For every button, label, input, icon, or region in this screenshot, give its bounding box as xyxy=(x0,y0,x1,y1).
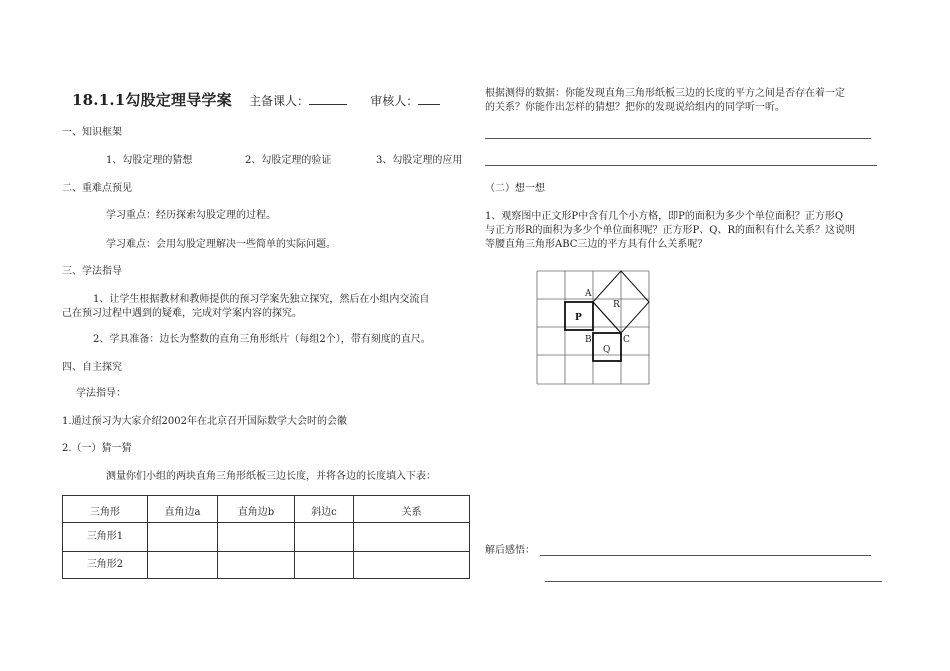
think-line1: 1、观察图中正文形P中含有几个小方格，即P的面积为多少个单位面积？正方形Q xyxy=(485,211,844,222)
section3-heading: 三、学法指导 xyxy=(62,266,122,277)
table-cell[interactable] xyxy=(148,523,218,552)
reflection-line-2[interactable] xyxy=(545,581,882,582)
key-point: 学习重点：经历探索勾股定理的过程。 xyxy=(106,210,276,221)
section3-point2: 2、学具准备：边长为整数的直角三角形纸片（每组2个），带有刻度的直尺。 xyxy=(93,334,431,345)
table-header-cell: 直角边a xyxy=(148,496,218,523)
reviewer-blank[interactable] xyxy=(418,92,440,105)
table-cell[interactable] xyxy=(295,552,354,579)
table-cell[interactable] xyxy=(295,523,354,552)
answer-line-2[interactable] xyxy=(485,165,877,166)
section1-item-1: 1、勾股定理的猜想 xyxy=(106,155,193,166)
table-row xyxy=(63,552,470,579)
pythagoras-grid-figure xyxy=(534,268,654,390)
section3-point1-line1: 1、让学生根据教材和教师提供的预习学案先独立探究，然后在小组内交流自 xyxy=(93,294,430,305)
table-header-cell: 直角边b xyxy=(218,496,295,523)
preparer-label: 主备课人： xyxy=(248,94,309,108)
table-header-row xyxy=(63,496,470,523)
question-line2: 的关系？你能作出怎样的猜想？把你的发现说给组内的同学听一听。 xyxy=(485,102,785,113)
question-line1: 根据测得的数据：你能发现直角三角形纸板三边的长度的平方之间是否存在着一定 xyxy=(485,88,845,99)
reviewer-label: 审核人： xyxy=(370,94,419,108)
reflection-label: 解后感悟： xyxy=(485,545,535,556)
label-r: R xyxy=(613,300,620,310)
answer-line-1[interactable] xyxy=(485,138,871,139)
table-cell: 三角形2 xyxy=(63,552,148,579)
section3-point1-line2: 己在预习过程中遇到的疑难，完成对学案内容的探究。 xyxy=(62,308,302,319)
label-p: P xyxy=(575,313,582,323)
table-cell: 三角形1 xyxy=(63,523,148,552)
section2-heading: 二、重难点预见 xyxy=(62,183,132,194)
table-header-cell: 关系 xyxy=(354,496,470,523)
table-row xyxy=(63,523,470,552)
section4-item1: 1.通过预习为大家介绍2002年在北京召开国际数学大会时的会徽 xyxy=(62,416,347,427)
difficult-point: 学习难点：会用勾股定理解决一些简单的实际问题。 xyxy=(106,239,336,250)
table-cell[interactable] xyxy=(354,552,470,579)
measurement-table xyxy=(62,495,470,579)
label-c: C xyxy=(623,335,630,345)
think-line3: 等腰直角三角形ABC三边的平方具有什么关系呢？ xyxy=(485,239,708,250)
method-label: 学法指导： xyxy=(76,388,126,399)
table-instruction: 测量你们小组的两块直角三角形纸板三边长度，并将各边的长度填入下表： xyxy=(106,471,436,482)
page-title: 18.1.1勾股定理导学案 xyxy=(72,91,232,109)
section1-heading: 一、知识框架 xyxy=(62,127,122,138)
section1-item-3: 3、勾股定理的应用 xyxy=(376,155,463,166)
header xyxy=(72,90,472,112)
section1-item-2: 2、勾股定理的验证 xyxy=(245,155,332,166)
think-heading: （二）想一想 xyxy=(485,183,545,194)
label-a: A xyxy=(585,289,592,299)
table-header-cell: 三角形 xyxy=(63,496,148,523)
table-cell[interactable] xyxy=(218,552,295,579)
label-q: Q xyxy=(603,345,611,355)
table-cell[interactable] xyxy=(148,552,218,579)
table-cell[interactable] xyxy=(354,523,470,552)
section4-item2: 2.（一）猜一猜 xyxy=(62,443,132,454)
preparer-blank[interactable] xyxy=(309,92,347,105)
reflection-line-1[interactable] xyxy=(540,555,871,556)
think-line2: 与正方形R的面积为多少个单位面积呢？正方形P、Q、R的面积有什么关系？这说明 xyxy=(485,225,855,236)
section4-heading: 四、自主探究 xyxy=(62,362,122,373)
table-header-cell: 斜边c xyxy=(295,496,354,523)
table-cell[interactable] xyxy=(218,523,295,552)
label-b: B xyxy=(585,335,592,345)
